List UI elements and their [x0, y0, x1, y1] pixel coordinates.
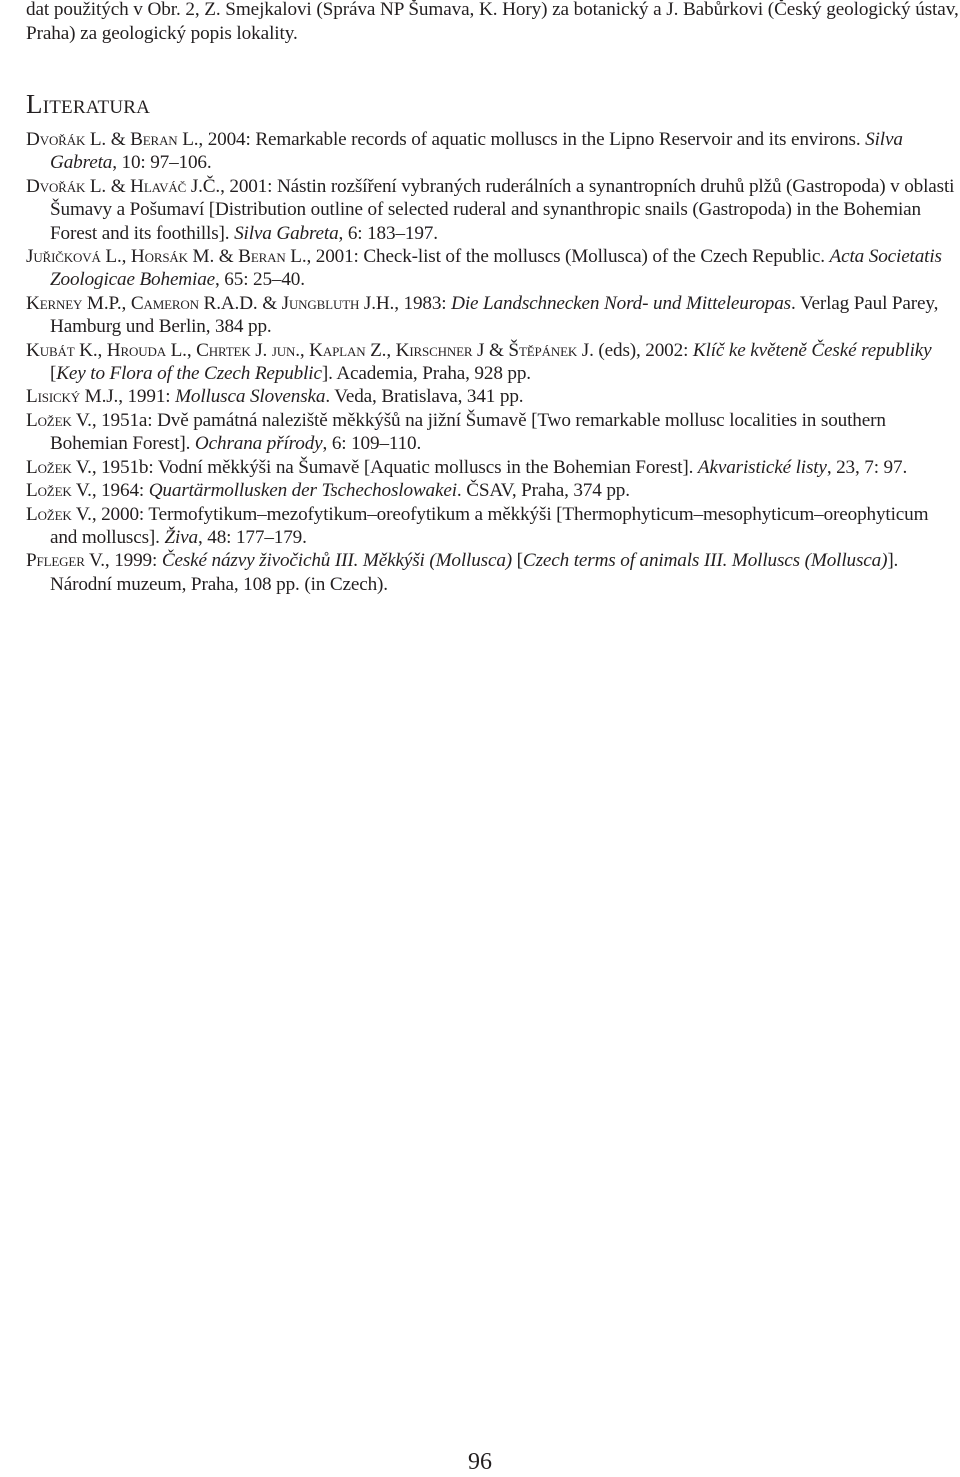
reference-title-italic: Akvaristické listy	[697, 456, 827, 478]
reference-authors: Ložek V.	[26, 456, 92, 478]
reference-text: , 1964:	[91, 480, 149, 502]
reference-entry	[26, 409, 960, 456]
reference-text: , 1951a: Dvě památná naleziště měkkýšů na jižní Šumavě [Two remarkable mollusc localities in southern Bohemian Forest].	[50, 409, 886, 455]
reference-text: , 10: 97–106.	[112, 152, 212, 174]
reference-authors: Ložek V.	[26, 480, 92, 502]
reference-list	[26, 128, 960, 596]
reference-text: [	[512, 550, 523, 572]
page-number: 96	[468, 1449, 492, 1475]
reference-authors: Dvořák L. & Beran L.	[26, 129, 199, 150]
reference-entry	[26, 503, 960, 550]
reference-text: , 6: 183–197.	[338, 222, 438, 244]
reference-entry	[26, 175, 960, 245]
reference-text: , 23, 7: 97.	[826, 456, 908, 478]
reference-title-italic: České názvy živočichů III. Měkkýši (Mollusca)	[161, 550, 513, 572]
reference-text: . Verlag Paul Parey, Hamburg und Berlin, 384 pp.	[50, 292, 939, 338]
reference-text: , 1983:	[394, 292, 452, 314]
reference-authors: Juřičková L., Horsák M. & Beran L.	[26, 246, 307, 268]
reference-entry	[26, 549, 960, 596]
reference-text: (eds), 2002:	[593, 339, 693, 361]
reference-title-italic: Ochrana přírody	[194, 433, 323, 455]
reference-text: , 65: 25–40.	[215, 269, 305, 291]
reference-title-italic: Klíč ke květeně České republiky	[692, 339, 932, 361]
reference-text: [	[50, 363, 57, 385]
acknowledgement-paragraph: dat použitých v Obr. 2, Z. Smejkalovi (Správa NP Šumava, K. Hory) za botanický a J. Babůrkovi (Český geologický ústav, Praha) za geologický popis lokality.	[26, 0, 959, 44]
reference-authors: Kubát K., Hrouda L., Chrtek J. jun., Kaplan Z., Kirschner J & Štěpánek J.	[26, 339, 594, 361]
reference-authors: Ložek V.	[26, 409, 92, 431]
reference-entry	[26, 245, 960, 292]
reference-title-italic: Silva Gabreta	[50, 129, 903, 174]
reference-entry	[26, 292, 960, 339]
reference-authors: Pfleger V.	[26, 550, 105, 572]
reference-text: , 48: 177–179.	[197, 526, 307, 548]
reference-entry	[26, 479, 960, 502]
reference-entry	[26, 456, 960, 479]
reference-text: ]. Národní muzeum, Praha, 108 pp. (in Czech).	[50, 550, 899, 595]
reference-text: , 1991:	[118, 386, 176, 408]
reference-text: , 2001: Nástin rozšíření vybraných ruderálních a synantropních druhů plžů (Gastropoda) v oblasti Šumavy a Pošumaví [Distribution outline of selected ruderal and synanthropic snails (Gastropoda) in the Bohemian Forest and its foothills].	[50, 175, 955, 244]
reference-title-italic: Key to Flora of the Czech Republic	[56, 363, 322, 385]
reference-title-italic: Quartärmollusken der Tschechoslowakei	[148, 480, 457, 502]
reference-text: . Veda, Bratislava, 341 pp.	[325, 386, 524, 408]
reference-text: . ČSAV, Praha, 374 pp.	[456, 480, 630, 502]
reference-authors: Dvořák L. & Hlaváč J.Č.	[26, 175, 221, 197]
reference-entry	[26, 385, 960, 408]
reference-text: , 2004: Remarkable records of aquatic molluscs in the Lipno Reservoir and its environs.	[198, 129, 866, 150]
reference-text: , 2000: Termofytikum–mezofytikum–oreofytikum a měkkýši [Thermophyticum–mesophyticum–oreophyticum and molluscs].	[50, 503, 929, 548]
reference-title-italic: Mollusca Slovenska	[175, 386, 326, 408]
reference-text: , 6: 109–110.	[322, 433, 422, 455]
reference-entry	[26, 128, 960, 175]
reference-text: ]. Academia, Praha, 928 pp.	[321, 363, 531, 385]
reference-text: , 1999:	[104, 550, 162, 572]
reference-title-italic: Silva Gabreta	[234, 222, 339, 244]
reference-authors: Ložek V.	[26, 503, 92, 525]
section-heading-literatura: Literatura	[26, 89, 151, 119]
reference-title-italic: Acta Societatis Zoologicae Bohemiae	[50, 246, 942, 291]
reference-text: , 1951b: Vodní měkkýši na Šumavě [Aquatic molluscs in the Bohemian Forest].	[91, 456, 698, 478]
document-page	[26, 0, 960, 595]
reference-authors: Kerney M.P., Cameron R.A.D. & Jungbluth J.H.	[26, 292, 395, 314]
reference-title-italic: Die Landschnecken Nord- und Mitteleuropas	[451, 292, 791, 314]
reference-entry	[26, 339, 960, 386]
reference-authors: Lisický M.J.	[26, 386, 119, 408]
reference-title-italic: Živa	[164, 526, 198, 548]
reference-title-italic: Czech terms of animals III. Molluscs (Mollusca)	[522, 550, 888, 572]
reference-text: , 2001: Check-list of the molluscs (Mollusca) of the Czech Republic.	[306, 246, 830, 268]
